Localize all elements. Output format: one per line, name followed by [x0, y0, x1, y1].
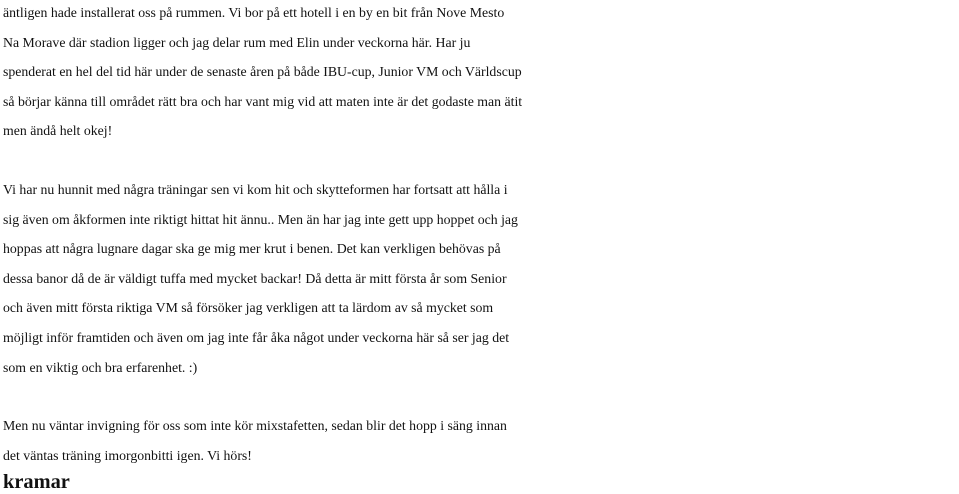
text-line: Men nu väntar invigning för oss som inte kör mixstafetten, sedan blir det hopp i säng innan	[3, 418, 507, 434]
text-line: Na Morave där stadion ligger och jag delar rum med Elin under veckorna här. Har ju	[3, 34, 471, 50]
text-line: och även mitt första riktiga VM så försöker jag verkligen att ta lärdom av så mycket som	[3, 300, 494, 316]
text-line: så börjar känna till området rätt bra och har vant mig vid att maten inte är det godaste man ätit	[3, 93, 523, 109]
text-line: men ändå helt okej!	[3, 123, 113, 139]
paragraph-2	[3, 175, 957, 382]
text-line: möjligt inför framtiden och även om jag inte får åka något under veckorna här så ser jag det	[3, 329, 510, 345]
text-line: Vi har nu hunnit med några träningar sen vi kom hit och skytteformen har fortsatt att hålla i	[3, 181, 508, 197]
paragraph-spacer	[3, 146, 957, 175]
text-line: sig även om åkformen inte riktigt hittat hit ännu.. Men än har jag inte gett upp hoppet och jag	[3, 211, 518, 227]
paragraph-1	[3, 0, 957, 146]
signature: kramar	[3, 471, 70, 494]
paragraph-spacer	[3, 382, 957, 411]
text-line: dessa banor då de är väldigt tuffa med mycket backar! Då detta är mitt första år som Senior	[3, 270, 507, 286]
text-line: hoppas att några lugnare dagar ska ge mig mer krut i benen. Det kan verkligen behövas på	[3, 241, 501, 257]
text-line: spenderat en hel del tid här under de senaste åren på både IBU-cup, Junior VM och Världscup	[3, 64, 522, 80]
text-line: äntligen hade installerat oss på rummen. Vi bor på ett hotell i en by en bit från Nove Mesto	[3, 5, 505, 20]
text-line: det väntas träning imorgonbitti igen. Vi hörs!	[3, 447, 252, 463]
blog-post-body	[3, 0, 957, 494]
paragraph-3	[3, 411, 957, 494]
text-line: som en viktig och bra erfarenhet. :)	[3, 359, 198, 375]
